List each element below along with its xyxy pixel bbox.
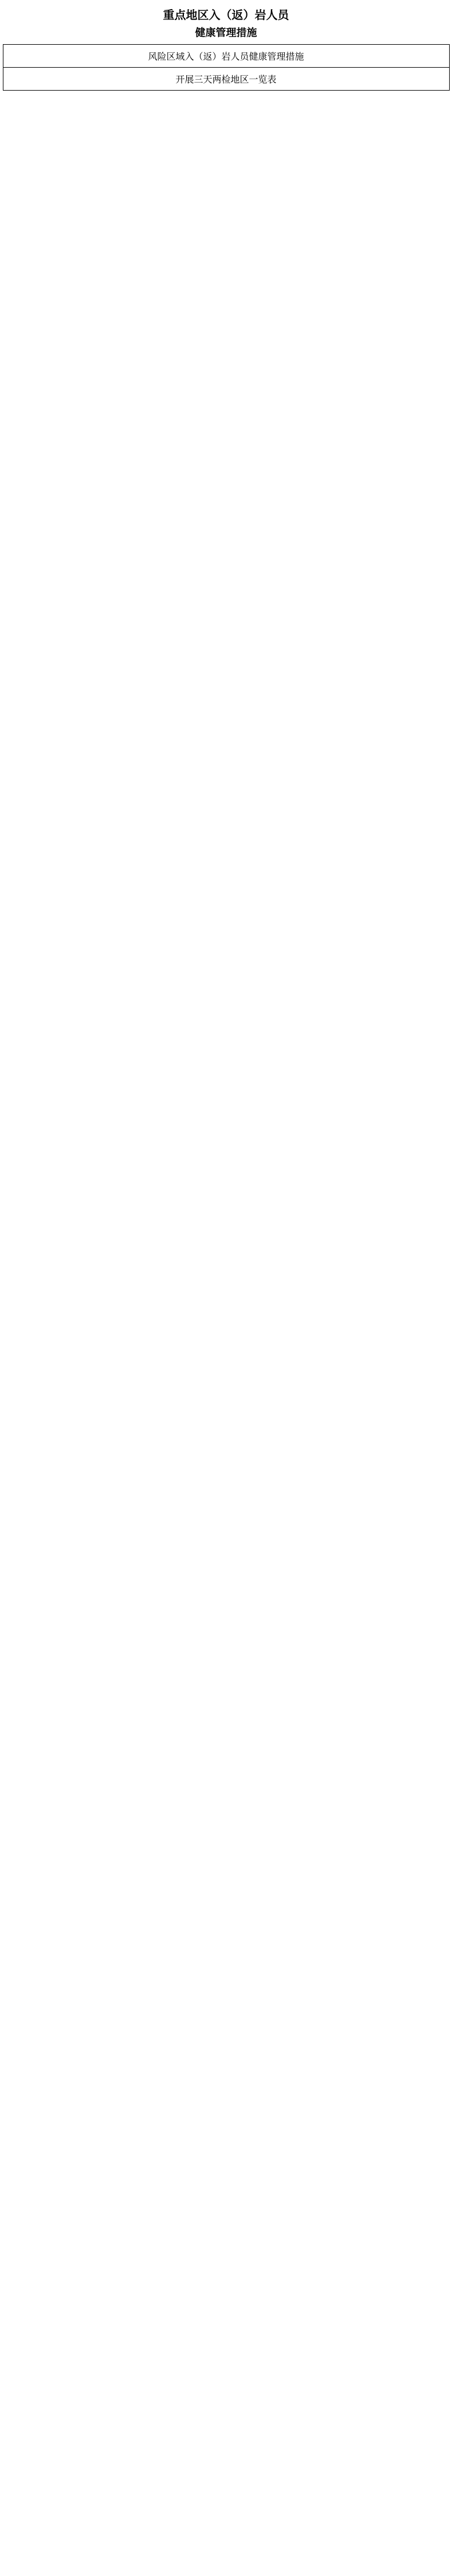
measures-table <box>3 44 450 91</box>
page-title: 重点地区入（返）岩人员 <box>163 8 289 22</box>
section-heading: 风险区域入（返）岩人员健康管理措施 <box>3 45 449 68</box>
section-heading: 开展三天两检地区一览表 <box>3 68 449 91</box>
page-subtitle: 健康管理措施 <box>195 27 257 39</box>
